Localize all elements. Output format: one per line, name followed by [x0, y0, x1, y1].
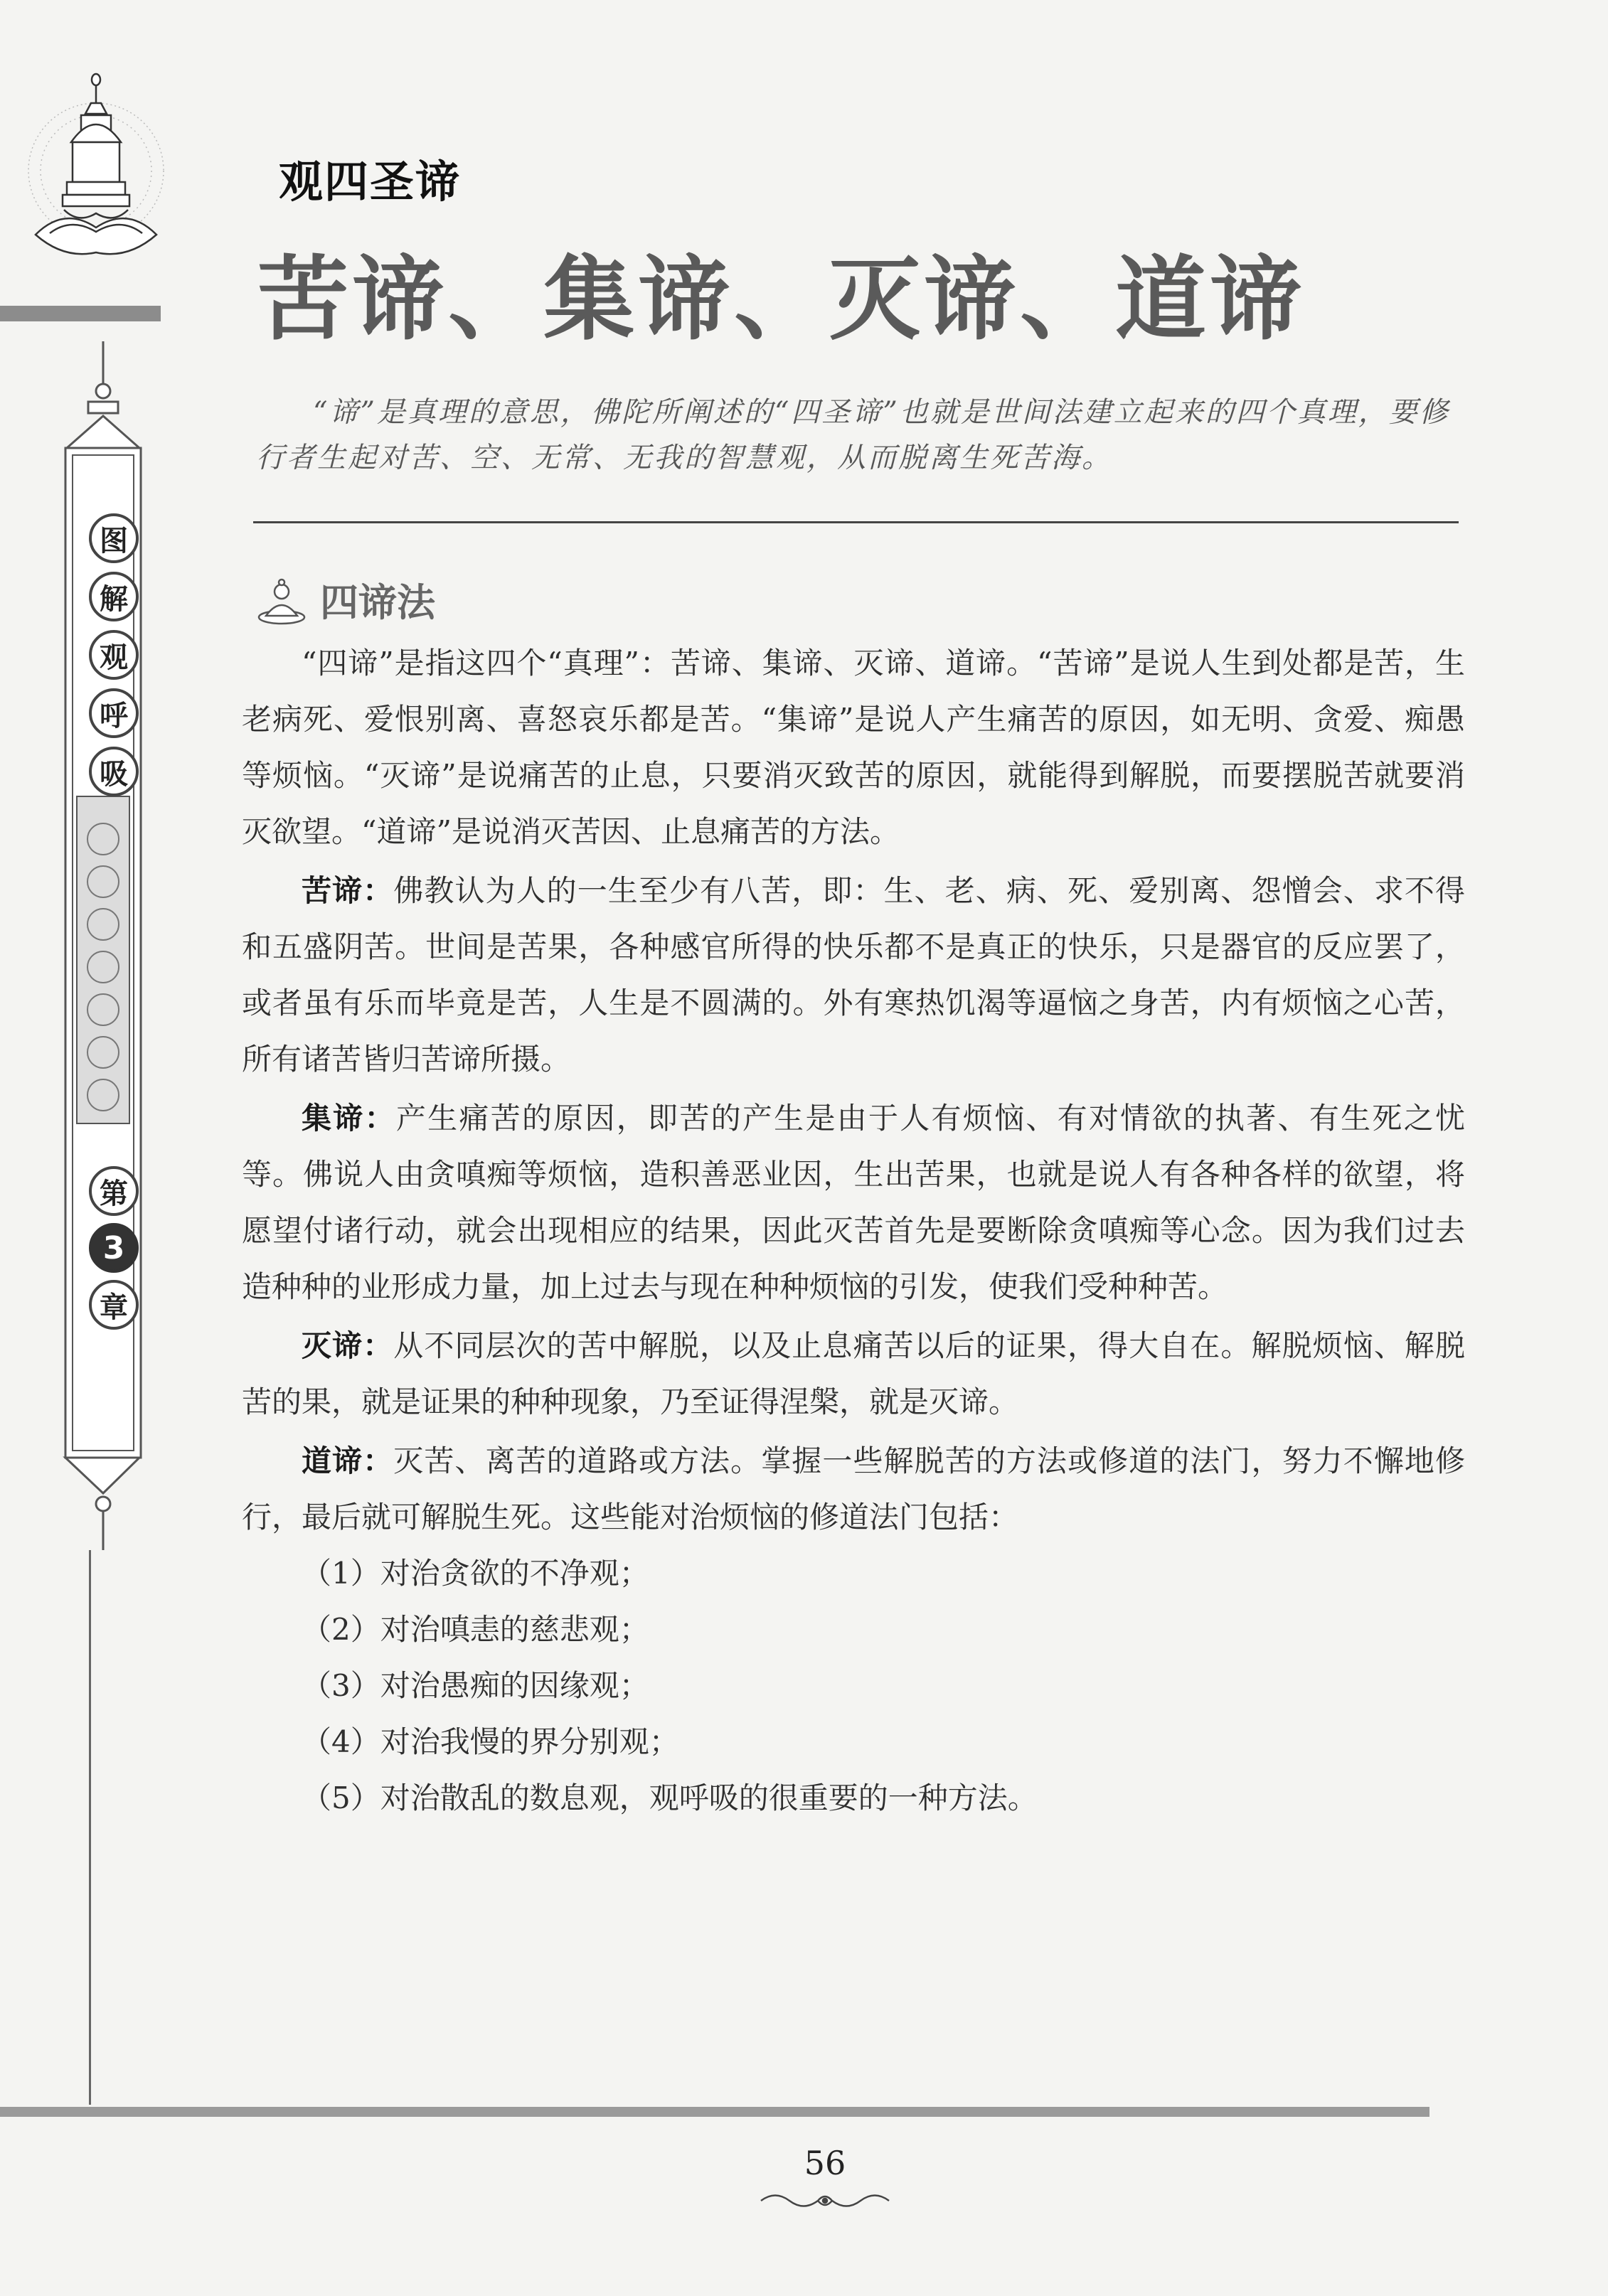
chapter-number: 3	[89, 1223, 139, 1273]
book-title-char: 解	[89, 572, 139, 621]
book-title-vertical	[85, 513, 142, 796]
page-subtitle: 观四圣谛	[279, 156, 462, 208]
chapter-char: 章	[89, 1280, 139, 1330]
book-title-char: 观	[89, 630, 139, 680]
list-item: （4）对治我慢的界分别观；	[302, 1724, 679, 1759]
list-item: （3）对治愚痴的因缘观；	[302, 1668, 649, 1703]
margin-line	[89, 1550, 91, 2105]
header-bar-decoration	[0, 306, 161, 321]
footer-ornament	[754, 2186, 896, 2215]
page-title: 苦谛、集谛、灭谛、道谛	[257, 246, 1306, 353]
intro-paragraph: “谛”是真理的意思，佛陀所阐述的“四圣谛”也就是世间法建立起来的四个真理，要修行者生起对苦、空、无常、无我的智慧观，从而脱离生死苦海。	[256, 396, 1450, 474]
term-text: 佛教认为人的一生至少有八苦，即：生、老、病、死、爱别离、怨憎会、求不得和五盛阴苦。世间是苦果，各种感官所得的快乐都不是真正的快乐，只是器官的反应罢了，或者虽有乐而毕竟是苦，人生是不圆满的。外有寒热饥渴等逼恼之身苦，内有烦恼之心苦，所有诸苦皆归苦谛所摄。	[242, 873, 1465, 1077]
chapter-marker	[85, 1166, 142, 1330]
paragraph-ku	[242, 863, 1465, 1087]
body-text	[242, 635, 1465, 1826]
term-label: 灭谛：	[302, 1328, 394, 1363]
footer-bar	[0, 2107, 1429, 2117]
paragraph-mie	[242, 1318, 1465, 1430]
term-text: 产生痛苦的原因，即苦的产生是由于人有烦恼、有对情欲的执著、有生死之忧等。佛说人由贪嗔痴等烦恼，造积善恶业因，生出苦果，也就是说人有各种各样的欲望，将愿望付诸行动，就会出现相应的结果，因此灭苦首先是要断除贪嗔痴等心念。因为我们过去造种种的业形成力量，加上过去与现在种种烦恼的引发，使我们受种种苦。	[242, 1101, 1465, 1304]
book-title-char: 图	[89, 513, 139, 563]
section-heading	[256, 572, 435, 627]
term-label: 苦谛：	[302, 873, 394, 908]
stupa-lotus-emblem	[21, 64, 171, 299]
term-text: 灭苦、离苦的道路或方法。掌握一些解脱苦的方法或修道的法门，努力不懈地修行，最后就可解脱生死。这些能对治烦恼的修道法门包括：	[242, 1443, 1465, 1534]
paragraph-dao	[242, 1433, 1465, 1545]
buddha-icon	[256, 575, 307, 626]
paragraph-ji	[242, 1090, 1465, 1315]
term-label: 集谛：	[302, 1101, 396, 1136]
list-item: （2）对治嗔恚的慈悲观；	[302, 1612, 649, 1647]
section-heading-label: 四谛法	[320, 580, 435, 625]
book-title-char: 呼	[89, 688, 139, 738]
list-item: （1）对治贪欲的不净观；	[302, 1556, 649, 1591]
list-item: （5）对治散乱的数息观，观呼吸的很重要的一种方法。	[302, 1780, 1038, 1815]
page-number: 56	[804, 2144, 846, 2182]
divider	[253, 521, 1459, 523]
term-text: 从不同层次的苦中解脱，以及止息痛苦以后的证果，得大自在。解脱烦恼、解脱苦的果，就是证果的种种现象，乃至证得涅槃，就是灭谛。	[242, 1328, 1465, 1419]
term-label: 道谛：	[302, 1443, 394, 1478]
chapter-char: 第	[89, 1166, 139, 1216]
paragraph-four-truths: “四谛”是指这四个“真理”：苦谛、集谛、灭谛、道谛。“苦谛”是说人生到处都是苦，生老病死、爱恨别离、喜怒哀乐都是苦。“集谛”是说人产生痛苦的原因，如无明、贪爱、痴愚等烦恼。“灭谛”是说痛苦的止息，只要消灭致苦的原因，就能得到解脱，而要摆脱苦就要消灭欲望。“道谛”是说消灭苦因、止息痛苦的方法。	[242, 646, 1465, 849]
book-title-char: 吸	[89, 747, 139, 796]
